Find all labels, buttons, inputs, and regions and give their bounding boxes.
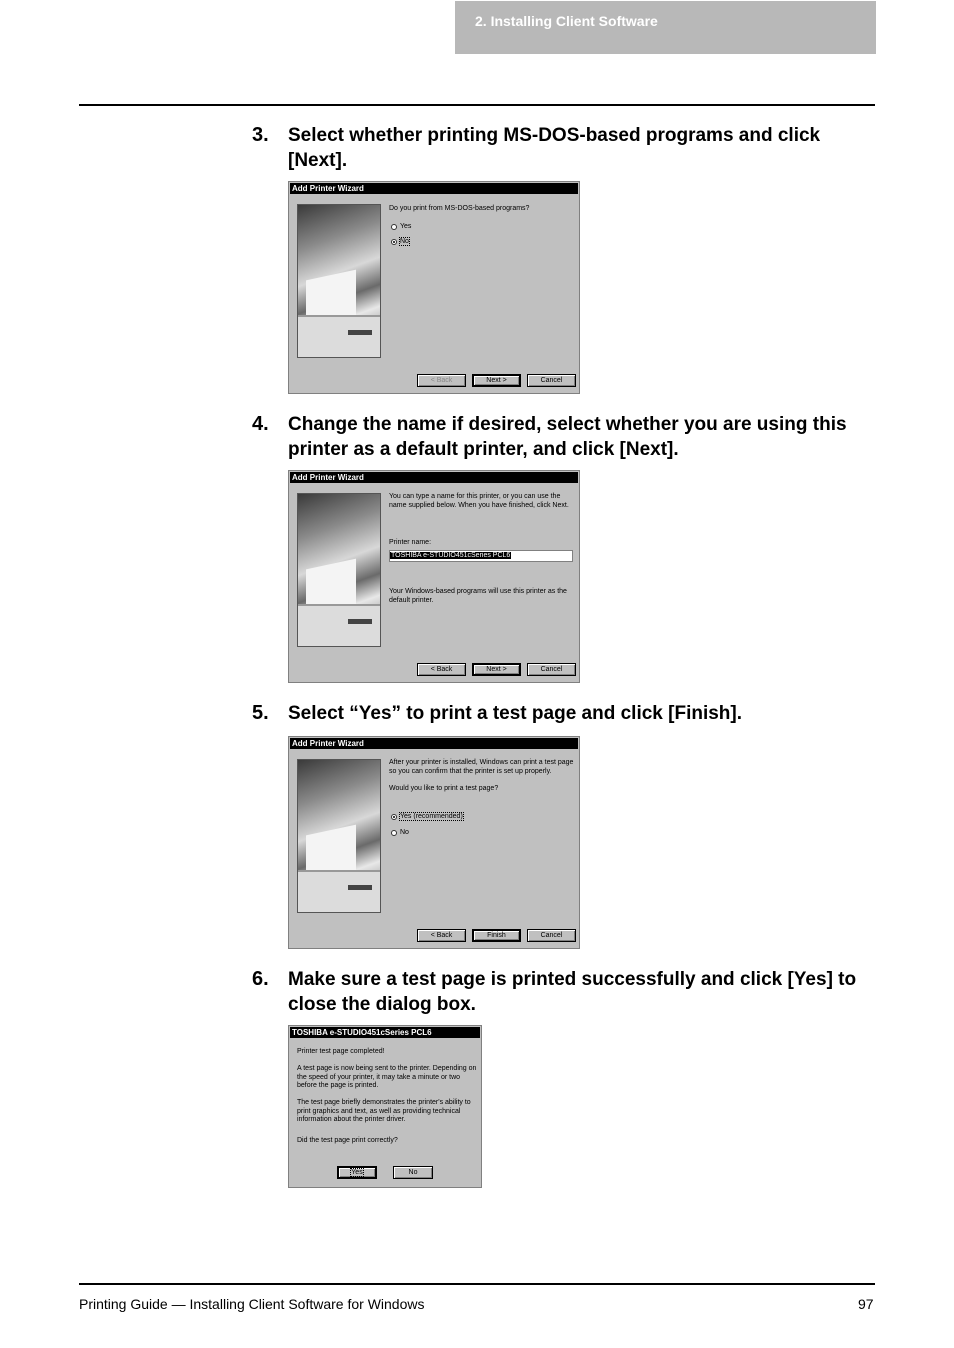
section-header-label: 2. Installing Client Software xyxy=(475,13,658,29)
add-printer-wizard-name-dialog xyxy=(288,470,580,683)
radio-yes-label: Yes xyxy=(400,223,412,230)
test-intro-text: After your printer is installed, Windows can print a test page so you can confirm that the printer is set up properly. xyxy=(389,759,574,775)
header-rule xyxy=(79,104,875,106)
dialog-title: Add Printer Wizard xyxy=(290,472,578,483)
back-button[interactable]: < Back xyxy=(417,663,466,676)
cancel-button[interactable]: Cancel xyxy=(527,929,576,942)
wizard-printer-image xyxy=(297,759,381,913)
radio-yes-label: Yes (recommended) xyxy=(400,813,463,820)
cancel-button[interactable]: Cancel xyxy=(527,663,576,676)
footer-rule xyxy=(79,1283,875,1285)
radio-icon xyxy=(391,830,397,836)
back-button[interactable]: < Back xyxy=(417,929,466,942)
test-question: Would you like to print a test page? xyxy=(389,785,499,792)
test-sending-text: A test page is now being sent to the printer. Depending on the speed of your printer, it may take a minute or two before the page is printed. xyxy=(297,1065,477,1089)
add-printer-wizard-test-dialog xyxy=(288,736,580,949)
wizard-printer-image xyxy=(297,493,381,647)
step-5-text: Select “Yes” to print a test page and click [Finish]. xyxy=(288,703,743,724)
test-question: Did the test page print correctly? xyxy=(297,1137,398,1144)
name-intro-text: You can type a name for this printer, or you can use the name supplied below. When you have finished, click Next. xyxy=(389,493,569,509)
next-button[interactable]: Next > xyxy=(472,374,521,387)
radio-no[interactable] xyxy=(391,238,409,245)
add-printer-wizard-dos-dialog xyxy=(288,181,580,394)
default-printer-note: Your Windows-based programs will use this printer as the default printer. xyxy=(389,588,567,604)
finish-button[interactable]: Finish xyxy=(472,929,521,942)
no-button[interactable]: No xyxy=(393,1166,433,1179)
step-3-number: 3. xyxy=(252,124,269,146)
step-5-number: 5. xyxy=(252,702,269,724)
printer-name-input[interactable] xyxy=(389,550,573,562)
radio-yes[interactable] xyxy=(391,223,411,230)
printer-name-value: TOSHIBA e-STUDIO451cSeries PCL6 xyxy=(391,552,511,559)
next-button[interactable]: Next > xyxy=(472,663,521,676)
step-3-text: Select whether printing MS-DOS-based programs and click [Next]. xyxy=(288,125,821,171)
test-demo-text: The test page briefly demonstrates the printer's ability to print graphics and text, as well as providing technical information about the printer driver. xyxy=(297,1099,471,1123)
wizard-printer-image xyxy=(297,204,381,358)
step-6-number: 6. xyxy=(252,968,269,990)
radio-icon xyxy=(391,224,397,230)
yes-button[interactable] xyxy=(337,1166,377,1179)
radio-selected-icon xyxy=(391,814,397,820)
radio-no[interactable] xyxy=(391,829,409,836)
cancel-button[interactable]: Cancel xyxy=(527,374,576,387)
dos-question: Do you print from MS-DOS-based programs? xyxy=(389,205,530,212)
step-6-text: Make sure a test page is printed successfully and click [Yes] to close the dialog box. xyxy=(288,969,857,1015)
printer-name-label: Printer name: xyxy=(389,539,432,546)
footer-title: Printing Guide — Installing Client Software for Windows xyxy=(79,1296,425,1312)
page-number: 97 xyxy=(858,1296,874,1312)
dialog-title: Add Printer Wizard xyxy=(290,183,578,194)
dialog-title: Add Printer Wizard xyxy=(290,738,578,749)
test-page-confirm-dialog xyxy=(288,1025,482,1188)
radio-yes-recommended[interactable] xyxy=(391,813,463,820)
back-button[interactable]: < Back xyxy=(417,374,466,387)
yes-button-label: Yes xyxy=(351,1169,363,1176)
step-4-text: Change the name if desired, select whether you are using this printer as a default printer, and click [Next]. xyxy=(288,414,847,460)
radio-no-label: No xyxy=(400,829,409,836)
radio-selected-icon xyxy=(391,239,397,245)
dialog-title: TOSHIBA e-STUDIO451cSeries PCL6 xyxy=(290,1027,480,1038)
radio-no-label: No xyxy=(400,238,409,245)
test-completed-text: Printer test page completed! xyxy=(297,1048,385,1055)
section-header-tab xyxy=(455,1,876,54)
step-4-number: 4. xyxy=(252,413,269,435)
